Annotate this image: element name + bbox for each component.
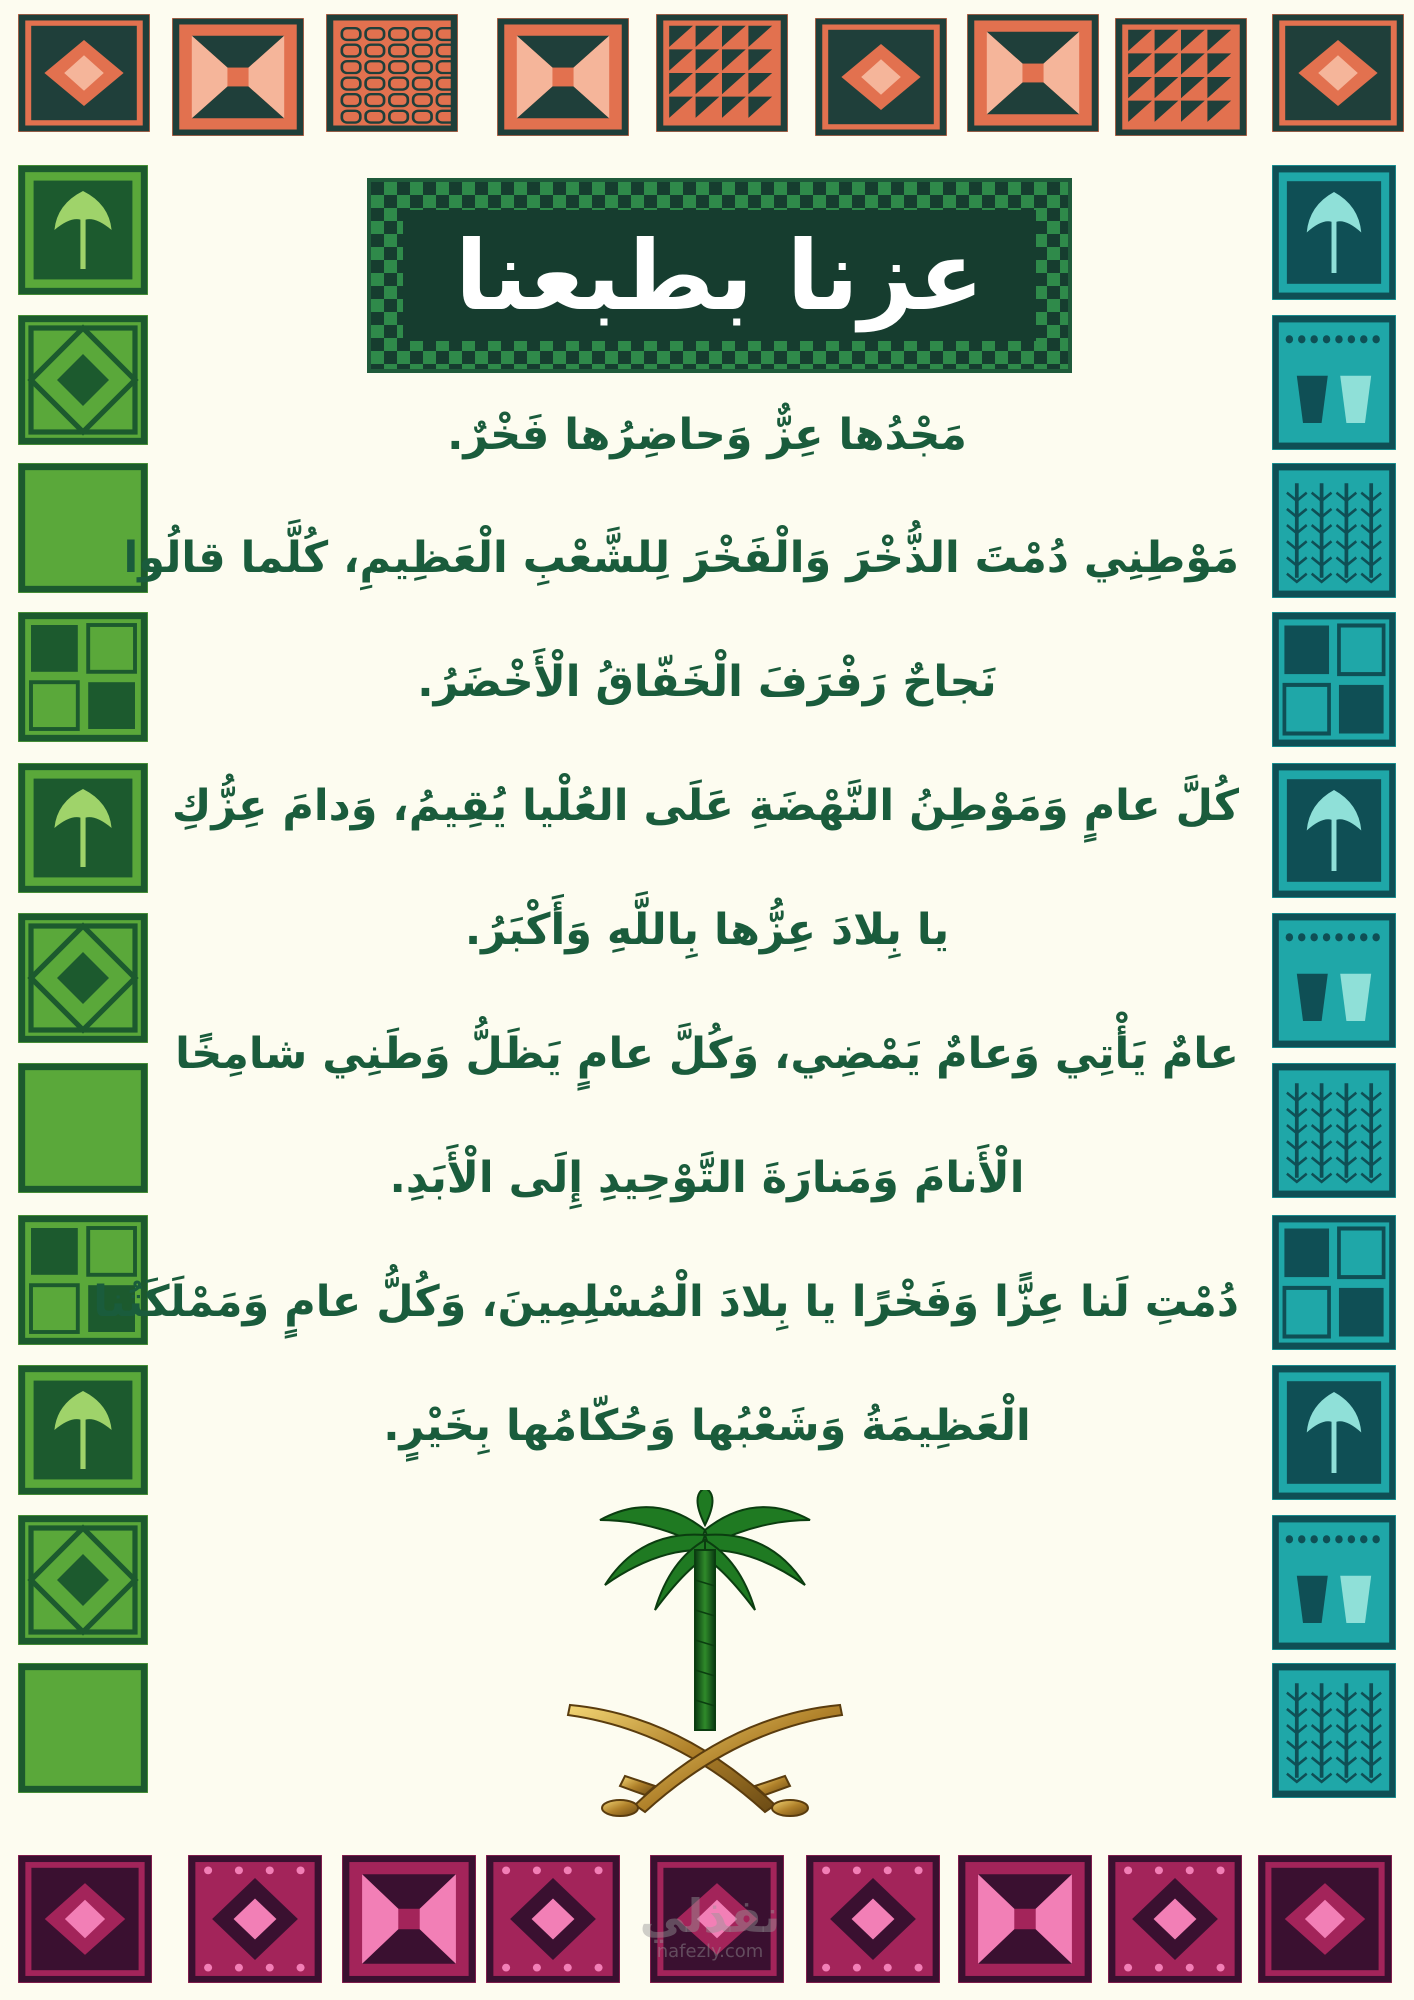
page-title: عزنا بطبعنا — [455, 219, 984, 332]
poem-line-8: دُمْتِ لَنا عِزًّا وَفَخْرًا يا بِلادَ الْمُسْلِمِينَ، وَكُلُّ عامٍ وَمَمْلَكَتُنا — [93, 1277, 1239, 1327]
bottom-border-tile-heart-icon — [806, 1855, 940, 1983]
top-border-tile-hourglass-icon — [967, 14, 1099, 132]
watermark-url: nafezly.com — [656, 1941, 764, 1962]
left-border-tile-checker-icon — [18, 1063, 148, 1193]
top-border-tile-diamond-fish-icon — [18, 14, 150, 132]
top-border-tile-hourglass-icon — [497, 18, 629, 136]
right-border-tile-cups-grid-icon — [1272, 612, 1396, 747]
right-border-tile-coffee-pot-icon — [1272, 165, 1396, 300]
bottom-border-tile-fish-icon — [1258, 1855, 1392, 1983]
left-border-tile-lattice-icon — [18, 315, 148, 445]
left-border-tile-checker-icon — [18, 1663, 148, 1793]
poem-line-9: الْعَظِيمَةُ وَشَعْبُها وَحُكّامُها بِخَيْرٍ. — [383, 1401, 1031, 1451]
top-border-tile-diamond-fish-icon — [1272, 14, 1404, 132]
left-border-tile-palm-tree-icon — [18, 165, 148, 295]
right-border-tile-coffee-pot-icon — [1272, 1365, 1396, 1500]
bottom-border-tile-diamond-dots-icon — [1108, 1855, 1242, 1983]
top-border-tile-triangles-icon — [1115, 18, 1247, 136]
poem-line-7: الْأَنامَ وَمَنارَةَ التَّوْحِيدِ إِلَى الْأَبَدِ. — [389, 1153, 1025, 1203]
right-border-tile-palms-icon — [1272, 463, 1396, 598]
right-border-tile-cups-icon — [1272, 315, 1396, 450]
title-banner — [367, 178, 1072, 373]
right-border-tile-cups-icon — [1272, 1515, 1396, 1650]
poem-line-2: مَوْطِنِي دُمْتَ الذُّخْرَ وَالْفَخْرَ لِلشَّعْبِ الْعَظِيمِ، كُلَّما قالُوا — [123, 533, 1239, 583]
right-border-tile-cups-grid-icon — [1272, 1215, 1396, 1350]
poem-line-4: كُلَّ عامٍ وَمَوْطِنُ النَّهْضَةِ عَلَى العُلْيا يُقِيمُ، وَدامَ عِزُّكِ — [171, 781, 1239, 831]
poem-line-3: نَجاحٌ رَفْرَفَ الْخَفّاقُ الْأَخْضَرُ. — [417, 657, 997, 707]
title-panel — [403, 210, 1036, 341]
left-border-tile-palm-tree-icon — [18, 763, 148, 893]
right-border-tile-coffee-pot-icon — [1272, 763, 1396, 898]
left-border-tile-palm-tree-icon — [18, 1365, 148, 1495]
top-border-tile-triangles-icon — [656, 14, 788, 132]
bottom-border-tile-diamond-dots-icon — [486, 1855, 620, 1983]
bottom-border-tile-hourglass-dots-icon — [342, 1855, 476, 1983]
bottom-border-tile-hourglass-dots-icon — [958, 1855, 1092, 1983]
poem-line-1: مَجْدُها عِزٌّ وَحاضِرُها فَخْرٌ. — [447, 410, 967, 460]
bottom-border-tile-heart-icon — [188, 1855, 322, 1983]
poem-line-6: عامٌ يَأْتِي وَعامٌ يَمْضِي، وَكُلَّ عامٍ يَظَلُّ وَطَنِي شامِخًا — [175, 1029, 1239, 1079]
top-border-tile-scale-icon — [326, 14, 458, 132]
top-border-tile-hourglass-icon — [172, 18, 304, 136]
right-border-tile-cups-icon — [1272, 913, 1396, 1048]
left-border-tile-lattice-icon — [18, 1515, 148, 1645]
right-border-tile-palms-icon — [1272, 1063, 1396, 1198]
right-border-tile-palms-icon — [1272, 1663, 1396, 1798]
watermark — [610, 1890, 810, 1962]
watermark-arabic: نفذلي — [639, 1889, 781, 1943]
bottom-border-tile-fish-icon — [18, 1855, 152, 1983]
saudi-emblem-icon — [560, 1490, 850, 1820]
top-border-tile-diamond-fish-icon — [815, 18, 947, 136]
left-border-tile-lattice-icon — [18, 913, 148, 1043]
left-border-tile-squares-icon — [18, 612, 148, 742]
poem-line-5: يا بِلادَ عِزُّها بِاللَّهِ وَأَكْبَرُ. — [464, 905, 950, 955]
